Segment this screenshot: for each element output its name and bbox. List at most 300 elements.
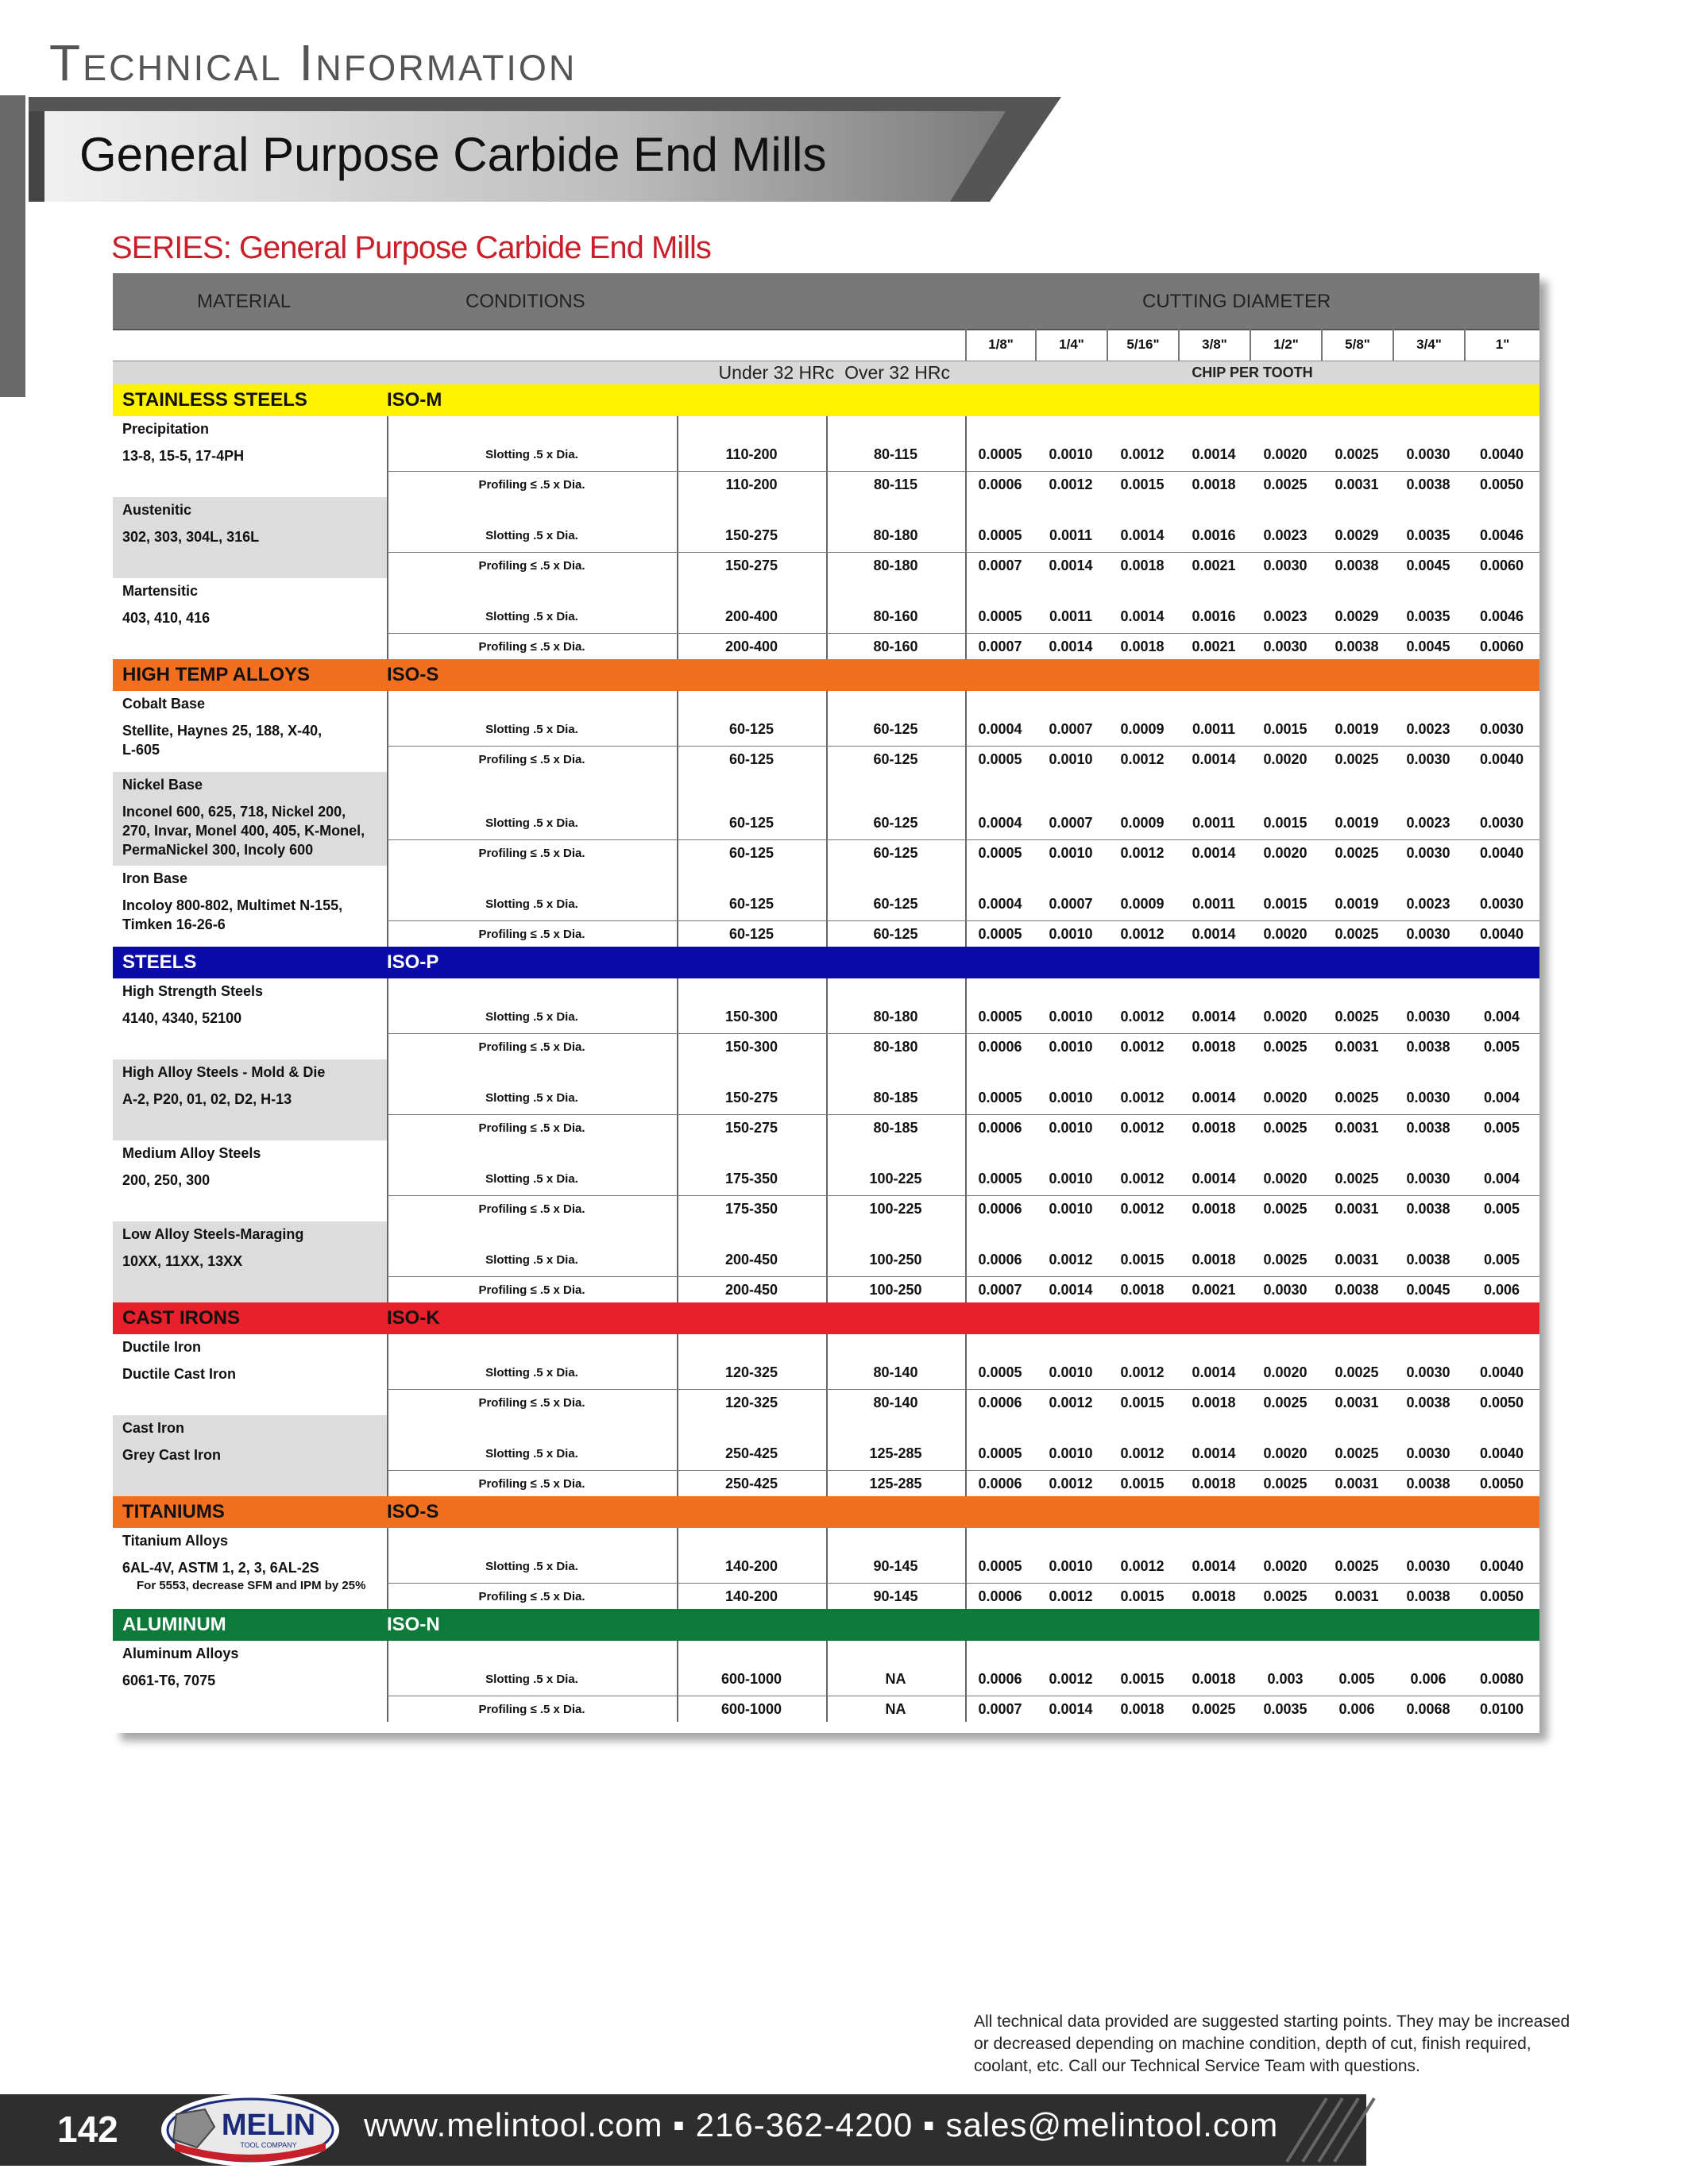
chip-load-value: 0.0006 (978, 1476, 1022, 1491)
sfm-under-32hrc: 150-300 (724, 1009, 778, 1024)
chip-load-value: 0.0029 (1335, 527, 1379, 543)
chip-load-value: 0.0030 (1406, 1558, 1450, 1574)
sfm-under-32hrc: 200-400 (724, 608, 778, 624)
chip-load-value: 0.0010 (1049, 926, 1093, 942)
sfm-over-32hrc: 125-285 (869, 1445, 922, 1461)
chip-load-value: 0.006 (1410, 1671, 1447, 1687)
data-row (387, 604, 1539, 630)
chip-load-value: 0.0005 (978, 527, 1022, 543)
category-iso: ISO-S (387, 664, 439, 685)
diameter-size: 1" (1464, 329, 1539, 361)
chip-load-value: 0.0080 (1479, 1671, 1524, 1687)
chip-load-value: 0.0030 (1406, 446, 1450, 462)
group-material-line: L-605 (122, 742, 160, 758)
chip-load-value: 0.0038 (1406, 1588, 1450, 1604)
chip-load-value: 0.0018 (1120, 639, 1165, 654)
chip-load-value: 0.0012 (1120, 1445, 1165, 1461)
page-heading: Technical Information (49, 34, 577, 91)
chip-load-value: 0.004 (1483, 1171, 1520, 1187)
data-row (387, 1004, 1539, 1030)
chip-load-value: 0.0025 (1335, 926, 1379, 942)
group-material-line: 200, 250, 300 (122, 1172, 211, 1188)
chip-load-value: 0.0018 (1120, 1282, 1165, 1298)
chip-load-value: 0.0012 (1120, 1120, 1165, 1136)
conditions-header: CONDITIONS (465, 291, 585, 312)
sfm-over-32hrc: 80-185 (873, 1090, 918, 1106)
operation-label: Slotting .5 x Dia. (485, 610, 578, 623)
chip-load-value: 0.0011 (1049, 608, 1093, 624)
melin-logo (159, 2090, 342, 2170)
contact-line: www.melintool.com ▪ 216-362-4200 ▪ sales@melintool.com (364, 2106, 1279, 2143)
operation-label: Slotting .5 x Dia. (485, 448, 578, 461)
chip-load-value: 0.0038 (1406, 1039, 1450, 1055)
chip-load-value: 0.0006 (978, 1201, 1022, 1217)
chip-load-value: 0.0029 (1335, 608, 1379, 624)
chip-load-value: 0.0007 (1049, 815, 1093, 831)
group-name: Aluminum Alloys (122, 1646, 239, 1661)
chip-load-value: 0.0015 (1120, 1588, 1165, 1604)
chip-load-value: 0.0006 (978, 1039, 1022, 1055)
chip-load-value: 0.0021 (1192, 558, 1236, 573)
operation-label: Profiling ≤ .5 x Dia. (478, 1396, 585, 1410)
diameter-sizes-row (113, 329, 1539, 361)
operation-label: Slotting .5 x Dia. (485, 723, 578, 736)
chip-load-value: 0.0004 (978, 815, 1022, 831)
chip-load-value: 0.0006 (978, 1395, 1022, 1410)
group-name: Iron Base (122, 870, 188, 886)
sfm-under-32hrc: 140-200 (724, 1588, 778, 1604)
chip-load-value: 0.0007 (978, 639, 1022, 654)
data-row (387, 746, 1539, 773)
chip-load-value: 0.0025 (1263, 1476, 1308, 1491)
chip-load-value: 0.0011 (1192, 721, 1236, 737)
data-row (387, 1276, 1539, 1303)
chip-load-value: 0.0012 (1120, 1364, 1165, 1380)
operation-label: Profiling ≤ .5 x Dia. (478, 1202, 585, 1216)
chip-load-value: 0.005 (1483, 1039, 1520, 1055)
material-group (113, 1641, 1539, 1722)
operation-label: Profiling ≤ .5 x Dia. (478, 847, 585, 860)
chip-load-value: 0.0011 (1192, 815, 1236, 831)
chip-load-value: 0.004 (1483, 1009, 1520, 1024)
sfm-over-32hrc: NA (885, 1671, 906, 1687)
chip-load-value: 0.0023 (1406, 815, 1450, 831)
chip-load-value: 0.0031 (1335, 477, 1379, 492)
chip-load-value: 0.0018 (1192, 1395, 1236, 1410)
chip-load-value: 0.0018 (1192, 1201, 1236, 1217)
chip-load-value: 0.006 (1483, 1282, 1520, 1298)
sfm-over-32hrc: 60-125 (873, 721, 918, 737)
category-iso: ISO-N (387, 1614, 440, 1635)
chip-load-value: 0.0025 (1263, 1039, 1308, 1055)
page-number: 142 (57, 2109, 118, 2150)
chip-load-value: 0.0010 (1049, 1039, 1093, 1055)
sfm-over-32hrc: 60-125 (873, 896, 918, 912)
data-row (387, 1470, 1539, 1497)
chip-load-value: 0.0005 (978, 1364, 1022, 1380)
sfm-over-32hrc: 80-160 (873, 608, 918, 624)
chip-load-value: 0.0018 (1192, 1039, 1236, 1055)
chip-load-value: 0.0010 (1049, 845, 1093, 861)
material-group (113, 1059, 1539, 1140)
chip-load-value: 0.0020 (1263, 1090, 1308, 1106)
sfm-over-32hrc: 80-160 (873, 639, 918, 654)
material-group (113, 1528, 1539, 1609)
group-material-line: 403, 410, 416 (122, 610, 211, 626)
chip-load-value: 0.0031 (1335, 1395, 1379, 1410)
banner-title: General Purpose Carbide End Mills (79, 128, 827, 181)
chip-load-value: 0.0014 (1049, 639, 1093, 654)
group-name: Titanium Alloys (122, 1533, 229, 1549)
chip-load-value: 0.0010 (1049, 446, 1093, 462)
operation-label: Slotting .5 x Dia. (485, 1010, 578, 1024)
chip-load-value: 0.0040 (1479, 446, 1524, 462)
chip-load-value: 0.004 (1483, 1090, 1520, 1106)
chip-load-value: 0.006 (1338, 1701, 1375, 1717)
group-name: Medium Alloy Steels (122, 1145, 261, 1161)
chip-load-value: 0.0030 (1406, 1171, 1450, 1187)
feeds-table (113, 273, 1539, 1733)
chip-load-value: 0.0010 (1049, 1090, 1093, 1106)
chip-load-value: 0.0006 (978, 477, 1022, 492)
sfm-under-32hrc: 600-1000 (720, 1671, 782, 1687)
category-row (113, 384, 1539, 416)
sfm-over-32hrc: 80-115 (873, 446, 918, 462)
operation-label: Slotting .5 x Dia. (485, 1091, 578, 1105)
chip-load-value: 0.0010 (1049, 1009, 1093, 1024)
category-name: ALUMINUM (122, 1614, 226, 1635)
operation-label: Slotting .5 x Dia. (485, 816, 578, 830)
sfm-under-32hrc: 60-125 (728, 926, 774, 942)
chip-load-value: 0.0025 (1263, 477, 1308, 492)
chip-load-value: 0.0012 (1049, 1476, 1093, 1491)
chip-load-value: 0.0045 (1406, 1282, 1450, 1298)
group-material-line: 302, 303, 304L, 316L (122, 529, 260, 545)
chip-load-value: 0.0011 (1192, 896, 1236, 912)
group-name: High Strength Steels (122, 983, 264, 999)
chip-load-value: 0.0030 (1406, 1445, 1450, 1461)
chip-load-value: 0.0038 (1406, 1120, 1450, 1136)
chip-load-value: 0.0011 (1049, 527, 1093, 543)
sfm-under-32hrc: 120-325 (724, 1395, 778, 1410)
chip-load-value: 0.0014 (1049, 558, 1093, 573)
chip-load-value: 0.0050 (1479, 1395, 1524, 1410)
sfm-under-32hrc: 140-200 (724, 1558, 778, 1574)
logo-text: MELIN (221, 2109, 316, 2142)
chip-load-value: 0.0005 (978, 1171, 1022, 1187)
category-name: CAST IRONS (122, 1307, 241, 1329)
operation-label: Profiling ≤ .5 x Dia. (478, 640, 585, 654)
chip-load-value: 0.0004 (978, 721, 1022, 737)
operation-label: Slotting .5 x Dia. (485, 1366, 578, 1379)
data-row (387, 552, 1539, 579)
chip-load-value: 0.0005 (978, 1090, 1022, 1106)
chip-load-value: 0.0012 (1049, 477, 1093, 492)
chip-load-value: 0.0038 (1406, 1395, 1450, 1410)
chip-load-value: 0.0030 (1406, 845, 1450, 861)
data-row (387, 1441, 1539, 1467)
chip-load-value: 0.005 (1483, 1120, 1520, 1136)
chip-load-value: 0.0007 (978, 558, 1022, 573)
chip-load-value: 0.0010 (1049, 1364, 1093, 1380)
operation-label: Profiling ≤ .5 x Dia. (478, 1283, 585, 1297)
chip-load-value: 0.0010 (1049, 1201, 1093, 1217)
sfm-under-32hrc: 600-1000 (720, 1701, 782, 1717)
chip-load-value: 0.0030 (1479, 721, 1524, 737)
category-iso: ISO-K (387, 1307, 440, 1329)
chip-load-value: 0.0018 (1192, 1671, 1236, 1687)
group-material-line: Grey Cast Iron (122, 1447, 222, 1463)
chip-load-value: 0.0020 (1263, 751, 1308, 767)
chip-load-value: 0.0025 (1335, 1558, 1379, 1574)
footer-note: All technical data provided are suggested starting points. They may be increased or decreased depending on machine condition, depth of cut, finish required, coolant, etc. Call our Technical Service Team with questions. (974, 2012, 1570, 2075)
chip-load-value: 0.003 (1267, 1671, 1304, 1687)
material-group (113, 497, 1539, 578)
chip-load-value: 0.0005 (978, 446, 1022, 462)
sfm-over-32hrc: 80-115 (873, 477, 918, 492)
chip-load-value: 0.0046 (1479, 527, 1524, 543)
group-name: Nickel Base (122, 777, 203, 793)
chip-load-value: 0.0030 (1406, 1009, 1450, 1024)
category-name: TITANIUMS (122, 1501, 225, 1522)
data-row (387, 442, 1539, 468)
data-row (387, 1033, 1539, 1060)
chip-load-value: 0.005 (1338, 1671, 1375, 1687)
chip-load-value: 0.005 (1483, 1252, 1520, 1268)
chip-load-value: 0.0019 (1335, 896, 1379, 912)
sfm-over-32hrc: 60-125 (873, 815, 918, 831)
data-row (387, 1166, 1539, 1192)
chip-load-value: 0.0050 (1479, 477, 1524, 492)
group-name: Precipitation (122, 421, 210, 437)
chip-load-value: 0.0020 (1263, 1558, 1308, 1574)
hrc-under-label: Under 32 HRc (718, 362, 835, 383)
chip-load-value: 0.0015 (1120, 1671, 1165, 1687)
chip-load-value: 0.0100 (1479, 1701, 1524, 1717)
data-row (387, 1666, 1539, 1692)
chip-load-value: 0.0020 (1263, 1364, 1308, 1380)
sfm-over-32hrc: 80-140 (873, 1395, 918, 1410)
diameter-size: 3/4" (1393, 329, 1464, 361)
group-material-line: Inconel 600, 625, 718, Nickel 200, (122, 804, 346, 820)
chip-load-value: 0.0012 (1120, 1171, 1165, 1187)
chip-load-value: 0.0005 (978, 608, 1022, 624)
category-name: HIGH TEMP ALLOYS (122, 664, 311, 685)
operation-label: Slotting .5 x Dia. (485, 1560, 578, 1573)
chip-load-value: 0.0012 (1049, 1671, 1093, 1687)
chip-load-value: 0.0031 (1335, 1252, 1379, 1268)
group-material-line: 6061-T6, 7075 (122, 1673, 216, 1688)
chip-load-value: 0.0035 (1406, 527, 1450, 543)
diameter-size: 3/8" (1178, 329, 1250, 361)
operation-label: Profiling ≤ .5 x Dia. (478, 1121, 585, 1135)
chip-load-value: 0.0025 (1335, 1445, 1379, 1461)
table-header (113, 273, 1539, 330)
chip-load-value: 0.0030 (1406, 926, 1450, 942)
sfm-under-32hrc: 250-425 (724, 1445, 778, 1461)
sfm-over-32hrc: 100-225 (869, 1171, 922, 1187)
chip-load-value: 0.0005 (978, 926, 1022, 942)
category-name: STEELS (122, 951, 197, 973)
chip-load-value: 0.0009 (1120, 721, 1165, 737)
sfm-over-32hrc: 90-145 (873, 1588, 918, 1604)
chip-load-value: 0.0025 (1335, 446, 1379, 462)
sfm-under-32hrc: 150-275 (724, 1120, 778, 1136)
sfm-over-32hrc: 80-185 (873, 1120, 918, 1136)
chip-load-value: 0.0012 (1120, 1009, 1165, 1024)
chip-load-value: 0.0038 (1335, 639, 1379, 654)
chip-load-value: 0.0010 (1049, 1558, 1093, 1574)
chip-load-value: 0.0014 (1192, 1090, 1236, 1106)
diameter-size: 1/2" (1250, 329, 1321, 361)
group-material-line: Ductile Cast Iron (122, 1366, 237, 1382)
operation-label: Profiling ≤ .5 x Dia. (478, 1477, 585, 1491)
chip-load-value: 0.0025 (1335, 1090, 1379, 1106)
material-header: MATERIAL (197, 291, 292, 312)
chip-load-value: 0.0015 (1263, 896, 1308, 912)
operation-label: Profiling ≤ .5 x Dia. (478, 1590, 585, 1603)
chip-load-value: 0.0005 (978, 845, 1022, 861)
operation-label: Slotting .5 x Dia. (485, 1253, 578, 1267)
chip-load-value: 0.0020 (1263, 926, 1308, 942)
sfm-over-32hrc: 100-250 (869, 1282, 922, 1298)
group-material-line: For 5553, decrease SFM and IPM by 25% (137, 1579, 366, 1592)
chip-load-value: 0.0031 (1335, 1039, 1379, 1055)
sfm-under-32hrc: 60-125 (728, 751, 774, 767)
chip-load-value: 0.0018 (1192, 477, 1236, 492)
chip-load-value: 0.0007 (1049, 896, 1093, 912)
chip-load-value: 0.0045 (1406, 639, 1450, 654)
material-group (113, 1334, 1539, 1415)
data-row (387, 839, 1539, 866)
sfm-under-32hrc: 150-275 (724, 527, 778, 543)
chip-load-value: 0.0035 (1406, 608, 1450, 624)
sfm-over-32hrc: 60-125 (873, 926, 918, 942)
operation-label: Profiling ≤ .5 x Dia. (478, 928, 585, 941)
chip-load-value: 0.0014 (1120, 527, 1165, 543)
chip-load-value: 0.0010 (1049, 1171, 1093, 1187)
chip-load-value: 0.0012 (1120, 446, 1165, 462)
material-group (113, 1415, 1539, 1496)
series-title: SERIES: General Purpose Carbide End Mills (111, 230, 711, 265)
chip-load-value: 0.0005 (978, 1558, 1022, 1574)
chip-load-value: 0.0060 (1479, 558, 1524, 573)
chip-load-value: 0.0023 (1406, 896, 1450, 912)
sfm-under-32hrc: 200-400 (724, 639, 778, 654)
category-iso: ISO-M (387, 389, 442, 411)
operation-label: Profiling ≤ .5 x Dia. (478, 478, 585, 492)
chip-load-value: 0.0012 (1120, 926, 1165, 942)
diameter-size: 1/4" (1035, 329, 1107, 361)
chip-load-value: 0.0040 (1479, 1558, 1524, 1574)
chip-load-value: 0.0012 (1049, 1395, 1093, 1410)
data-row (387, 810, 1539, 836)
chip-load-value: 0.0014 (1192, 845, 1236, 861)
data-row (387, 920, 1539, 947)
chip-load-value: 0.0030 (1263, 1282, 1308, 1298)
category-row (113, 947, 1539, 978)
operation-label: Profiling ≤ .5 x Dia. (478, 753, 585, 766)
chip-load-value: 0.0025 (1263, 1588, 1308, 1604)
data-row (387, 1389, 1539, 1416)
group-material-line: 6AL-4V, ASTM 1, 2, 3, 6AL-2S (122, 1560, 319, 1576)
chip-load-value: 0.0014 (1192, 1364, 1236, 1380)
chip-load-value: 0.0012 (1120, 1558, 1165, 1574)
chip-load-value: 0.0050 (1479, 1476, 1524, 1491)
chip-load-value: 0.0023 (1263, 608, 1308, 624)
chip-load-value: 0.0018 (1120, 558, 1165, 573)
sfm-under-32hrc: 200-450 (724, 1282, 778, 1298)
chip-load-value: 0.0010 (1049, 1445, 1093, 1461)
chip-load-value: 0.0025 (1335, 845, 1379, 861)
chip-load-value: 0.0006 (978, 1671, 1022, 1687)
operation-label: Slotting .5 x Dia. (485, 529, 578, 542)
chip-load-value: 0.0006 (978, 1588, 1022, 1604)
chip-load-value: 0.0025 (1263, 1252, 1308, 1268)
category-name: STAINLESS STEELS (122, 389, 307, 411)
operation-label: Profiling ≤ .5 x Dia. (478, 559, 585, 573)
chip-load-value: 0.0025 (1263, 1201, 1308, 1217)
group-material-line: 13-8, 15-5, 17-4PH (122, 448, 245, 464)
data-row (387, 471, 1539, 498)
chip-load-value: 0.0025 (1263, 1395, 1308, 1410)
chip-load-value: 0.0015 (1120, 477, 1165, 492)
chip-load-value: 0.0005 (978, 751, 1022, 767)
chip-load-value: 0.0038 (1406, 1476, 1450, 1491)
sfm-over-32hrc: 60-125 (873, 751, 918, 767)
chip-load-value: 0.0014 (1192, 1445, 1236, 1461)
data-row (387, 1247, 1539, 1273)
chip-load-value: 0.0014 (1192, 926, 1236, 942)
chip-load-value: 0.0010 (1049, 751, 1093, 767)
cutting-diameter-header: CUTTING DIAMETER (1142, 291, 1331, 312)
table-body (113, 329, 1539, 1722)
left-edge-tab (0, 95, 25, 397)
sfm-over-32hrc: 100-250 (869, 1252, 922, 1268)
data-row (387, 1195, 1539, 1222)
sfm-under-32hrc: 250-425 (724, 1476, 778, 1491)
chip-load-value: 0.0038 (1406, 1252, 1450, 1268)
sfm-under-32hrc: 120-325 (724, 1364, 778, 1380)
logo-subtext: TOOL COMPANY (240, 2141, 297, 2149)
group-material-line: Stellite, Haynes 25, 188, X-40, (122, 723, 323, 739)
sfm-over-32hrc: 80-180 (873, 558, 918, 573)
diameter-size: 5/8" (1321, 329, 1393, 361)
chip-load-value: 0.005 (1483, 1201, 1520, 1217)
chip-load-value: 0.0014 (1192, 1009, 1236, 1024)
hardness-row (113, 361, 1539, 384)
group-material-line: Incoloy 800-802, Multimet N-155, (122, 897, 343, 913)
group-material-line: 4140, 4340, 52100 (122, 1010, 242, 1026)
chip-load-value: 0.0038 (1406, 1201, 1450, 1217)
chip-load-value: 0.0012 (1120, 751, 1165, 767)
chip-load-value: 0.0020 (1263, 1009, 1308, 1024)
chip-load-value: 0.0030 (1263, 639, 1308, 654)
group-name: Austenitic (122, 502, 192, 518)
chip-load-value: 0.0014 (1049, 1282, 1093, 1298)
chip-load-value: 0.0018 (1192, 1476, 1236, 1491)
material-group (113, 691, 1539, 772)
sfm-over-32hrc: 80-140 (873, 1364, 918, 1380)
chip-load-value: 0.0023 (1263, 527, 1308, 543)
chip-load-value: 0.0006 (978, 1120, 1022, 1136)
diameter-size: 5/16" (1107, 329, 1178, 361)
chip-load-value: 0.0038 (1335, 1282, 1379, 1298)
chip-load-value: 0.0015 (1120, 1476, 1165, 1491)
chip-load-value: 0.0006 (978, 1252, 1022, 1268)
chip-load-value: 0.0009 (1120, 896, 1165, 912)
chip-load-value: 0.0021 (1192, 639, 1236, 654)
